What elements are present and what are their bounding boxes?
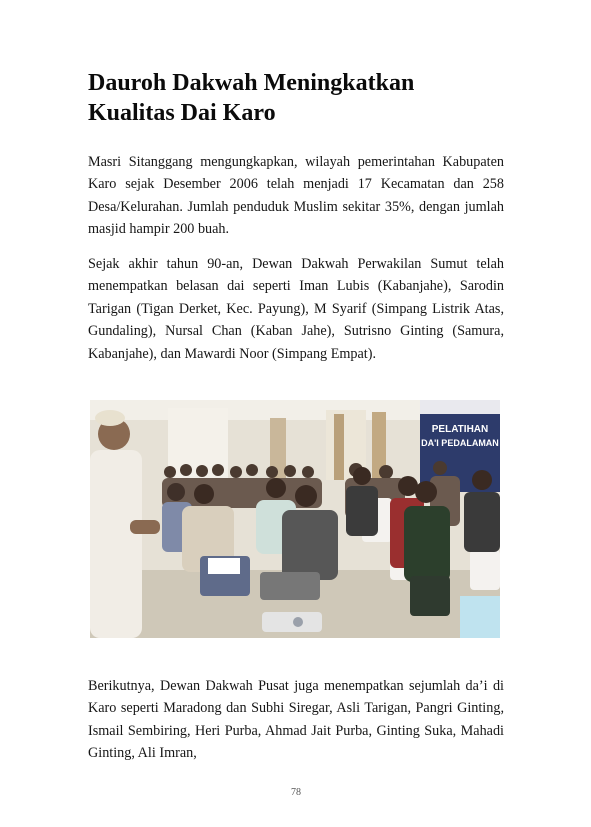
page-number: 78 [291, 787, 301, 798]
banner-line-1: PELATIHAN [431, 424, 489, 435]
title-line-1: Dauroh Dakwah Meningkatkan [88, 70, 415, 96]
paragraph-3: Berikutnya, Dewan Dakwah Pusat juga menempatkan sejumlah da’i di Karo seperti Maradong dan Subhi Siregar, Asli Tarigan, Pangri Ginting, Ismail Sembiring, Heri Purba, Ahmad Jait Purba, Ginting Suka, Mahadi Ginting, Ali Imran, [88, 678, 504, 762]
document-page [88, 0, 504, 827]
title-line-2: Kualitas Dai Karo [88, 100, 276, 126]
paragraph-1: Masri Sitanggang mengungkapkan, wilayah pemerintahan Kabupaten Karo sejak Desember 2006 telah menjadi 17 Kecamatan dan 258 Desa/Kelurahan. Jumlah penduduk Muslim sekitar 35%, dengan jumlah masjid hampir 200 buah. [88, 154, 504, 238]
photo-illustration [90, 400, 500, 638]
article-title [88, 68, 504, 128]
event-photo [90, 400, 500, 638]
banner-line-2: DA'I PEDALAMAN [421, 438, 499, 448]
paragraph-2: Sejak akhir tahun 90-an, Dewan Dakwah Perwakilan Sumut telah menempatkan belasan dai seperti Iman Lubis (Kabanjahe), Sarodin Tarigan (Tigan Derket, Kec. Payung), M Syarif (Simpang Listrik Atas, Gundaling), Nursal Chan (Kaban Jahe), Sutrisno Ginting (Samura, Kabanjahe), dan Mawardi Noor (Simpang Empat). [88, 256, 504, 362]
